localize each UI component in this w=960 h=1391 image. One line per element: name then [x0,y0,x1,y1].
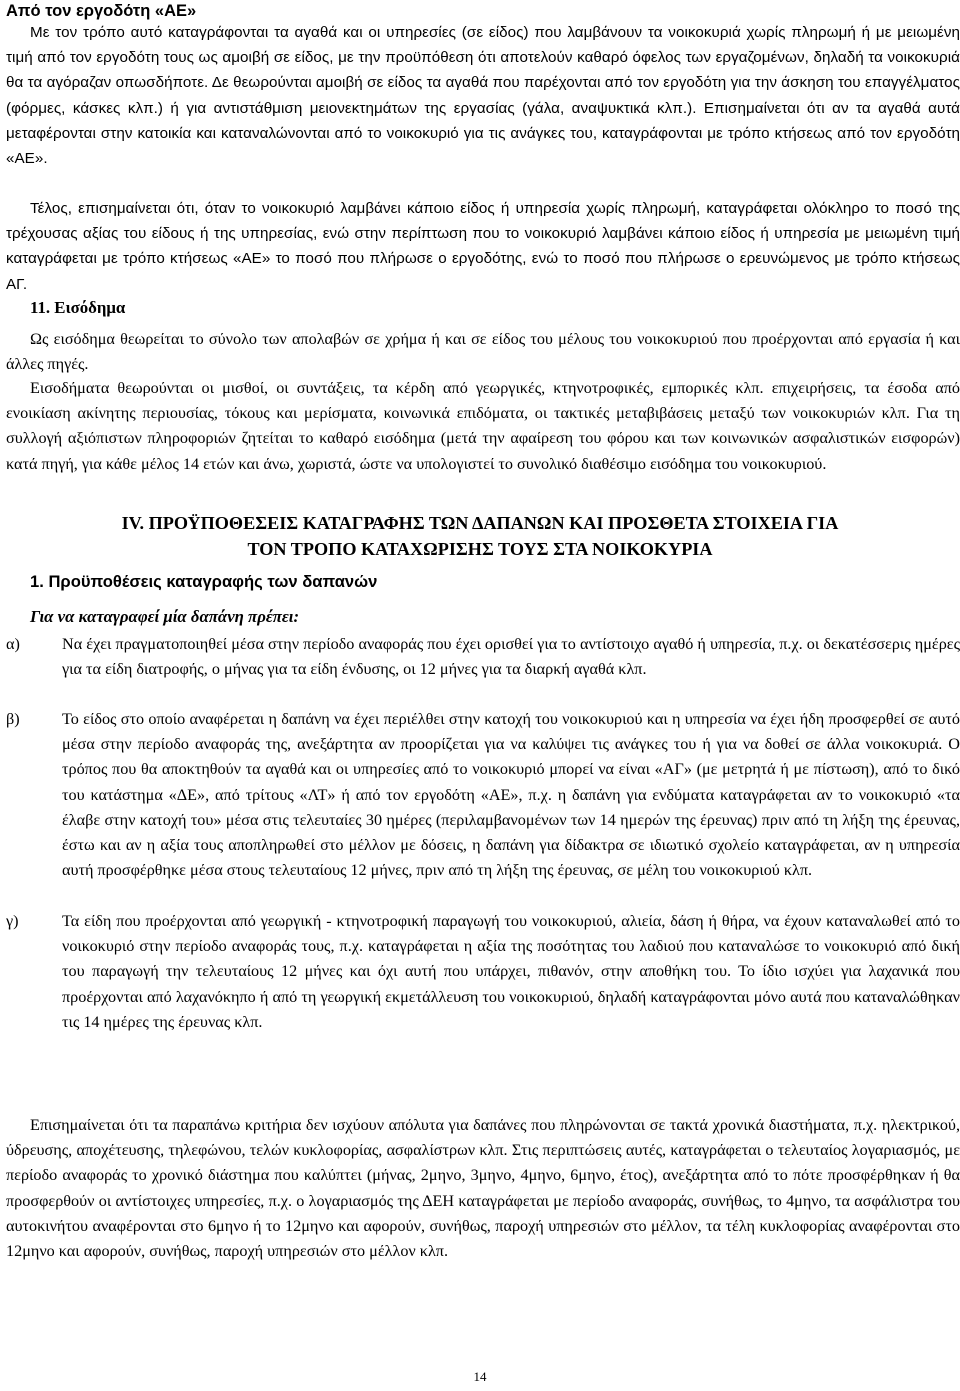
section-heading-income: 11. Εισόδημα [30,298,126,317]
paragraph-employer-valuation: Τέλος, επισημαίνεται ότι, όταν το νοικοκυριό λαμβάνει κάποιο είδος ή υπηρεσία χωρίς πληρωμή, καταγράφεται ολόκληρο το ποσό της τρέχουσας αξίας του είδους ή της υπηρεσίας, ενώ στην περίπτωση που το νοικοκυριό λαμβάνει κάποιο είδος ή υπηρεσία με μειωμένη τιμή καταγράφεται με τρόπο κτήσεως «ΑΕ» το ποσό που πλήρωσε ο εργοδότης, ενώ το ποσό που πλήρωσε ο ερευνώμενος με τρόπο κτήσεως ΑΓ. [6,200,960,293]
paragraph-periodic-expenses: Επισημαίνεται ότι τα παραπάνω κριτήρια δεν ισχύουν απόλυτα για δαπάνες που πληρώνονται σε τακτά χρονικά διαστήματα, π.χ. ηλεκτρικού, ύδρευσης, αποχέτευσης, τηλεφώνου, τελών κυκλοφορίας, ασφαλίστρων κλπ. Στις περιπτώσεις αυτές, καταγράφεται ο τελευταίος λογαριασμός, με περίοδο αναφοράς το χρονικό διάστημα που καλύπτει (μήνας, 2μηνο, 3μηνο, 4μηνο, 6μηνο, έτος), ανεξάρτητα από το πότε προσφέρθηκαν ή θα προσφερθούν οι αντίστοιχες υπηρεσίες, π.χ. ο λογαριασμός της ΔΕΗ καταγράφεται με περίοδο αναφοράς, συνήθως, το 4μηνο, τα ασφάλιστρα του αυτοκινήτου αναφέρονται στο 6μηνο ή το 12μηνο και αφορούν, συνήθως, παροχή υπηρεσιών στο μέλλον, τα τέλη κυκλοφορίας αναφέρονται στο 12μηνο και αφορούν, συνήθως, παροχή υπηρεσιών στο μέλλον κλπ. [6,1116,960,1261]
list-marker: β) [6,710,20,728]
paragraph-income-sources: Εισοδήματα θεωρούνται οι μισθοί, οι συντάξεις, τα κέρδη από γεωργικές, κτηνοτροφικές, εμπορικές κλπ. επιχειρήσεις, τα έσοδα από ενοικίαση ακίνητης περιουσίας, τόκους και μερίσματα, κοινωνικά επιδόματα, οι τακτικές μεταβιβάσεις μεταξύ των νοικοκυριών κλπ. Για τη συλλογή αξιόπιστων πληροφοριών ζητείται το καθαρό εισόδημα (μετά την αφαίρεση του φόρου και των κοινωνικών ασφαλιστικών εισφορών) κατά πηγή, για κάθε μέλος 14 ετών και άνω, χωριστά, ώστε να υπολογιστεί το συνολικό διαθέσιμο εισόδημα του νοικοκυριού. [6,379,960,473]
paragraph-income-definition: Ως εισόδημα θεωρείται το σύνολο των απολαβών σε χρήμα ή και σε είδος του μέλους του νοικοκυριού που προέρχονται από εργασία ή και άλλες πηγές. [6,330,960,374]
subsection-heading-conditions: 1. Προϋποθέσεις καταγραφής των δαπανών [30,572,378,591]
conditions-intro: Για να καταγραφεί μία δαπάνη πρέπει: [30,607,300,626]
condition-text: Τα είδη που προέρχονται από γεωργική - κτηνοτροφική παραγωγή του νοικοκυριού, αλιεία, δάση ή θήρα, να έχουν καταναλωθεί από το νοικοκυριό στην περίοδο αναφοράς τους, π.χ. καταγράφεται η αξία της ποσότητας του λαδιού που καταναλώσε το νοικοκυριό από δική του παραγωγή την τελευταίους 12 μήνες και όχι αυτή που υπάρχει, πιθανόν, στην αποθήκη του. Το ίδιο ισχύει για λαχανικά που προέρχονται από λαχανόκηπο ή από τη γεωργική εκμετάλλευση του νοικοκυριού, δηλαδή καταγράφονται μόνο αυτά που καταναλώθηκαν τις 14 ημέρες της έρευνας κλπ. [62,912,960,1031]
page-number: 14 [473,1369,487,1384]
paragraph-employer-benefits: Με τον τρόπο αυτό καταγράφονται τα αγαθά και οι υπηρεσίες (σε είδος) που λαμβάνουν τα νοικοκυριά χωρίς πληρωμή ή με μειωμένη τιμή από τον εργοδότη τους ως αμοιβή σε είδος, με την προϋπόθεση ότι αποτελούν καθαρό όφελος των εργαζομένων, δηλαδή τα νοικοκυριά θα τα αγόραζαν οπωσδήποτε. Δε θεωρούνται αμοιβή σε είδος τα αγαθά που παρέχονται από τον εργοδότη για την άσκηση του επαγγέλματος (φόρμες, κάσκες κλπ.) ή για αντιστάθμιση μειονεκτημάτων της εργασίας (γάλα, αναψυκτικά κλπ.). Επισημαίνεται ότι αν τα αγαθά αυτά μεταφέρονται στην κατοικία και καταναλώνονται από το νοικοκυριό για τις ανάγκες του, καταγράφονται με τρόπο κτήσεως από τον εργοδότη «ΑΕ». [6,24,960,168]
list-marker: α) [6,635,20,653]
chapter-title-line-2: ΤΟΝ ΤΡΟΠΟ ΚΑΤΑΧΩΡΙΣΗΣ ΤΟΥΣ ΣΤΑ ΝΟΙΚΟΚΥΡΙΑ [247,539,713,559]
chapter-title-line-1: IV. ΠΡΟΫΠΟΘΕΣΕΙΣ ΚΑΤΑΓΡΑΦΗΣ ΤΩΝ ΔΑΠΑΝΩΝ ΚΑΙ ΠΡΟΣΘΕΤΑ ΣΤΟΙΧΕΙΑ ΓΙΑ [121,513,839,533]
condition-text: Το είδος στο οποίο αναφέρεται η δαπάνη να έχει περιέλθει στην κατοχή του νοικοκυριού και η υπηρεσία να έχει ήδη προσφερθεί σε αυτό μέσα στην περίοδο αναφοράς της, ανεξάρτητα αν προορίζεται για να καλύψει τις ανάγκες του ή για να δοθεί σε άλλα νοικοκυριά. Ο τρόπος που θα αποκτηθούν τα αγαθά και οι υπηρεσίες από το νοικοκυριό μπορεί να είναι «ΑΓ» (με μετρητά ή με πίστωση), από το δικό του κατάστημα «ΔΕ», από τρίτους «ΛΤ» ή από τον εργοδότη «ΑΕ», π.χ. η δαπάνη για ενδύματα καταγράφεται αν το νοικοκυριό «τα έλαβε στην κατοχή του» μέσα στις τελευταίες 30 ημέρες (περιλαμβανομένων των 14 ημερών της έρευνας) πριν από τη λήξη της έρευνας, έστω και αν η αξία τους αποπληρωθεί στο μέλλον με δόσεις, η δαπάνη για δίδακτρα σε ιδιωτικό σχολείο καταγράφεται, αν η υπηρεσία αυτή προσφέρθηκε μέσα στους τελευταίους 12 μήνες, πριν από τη λήξη της έρευνας, σε μέλη του νοικοκυριού κλπ. [62,710,960,880]
list-marker: γ) [6,912,19,930]
condition-text: Να έχει πραγματοποιηθεί μέσα στην περίοδο αναφοράς που έχει ορισθεί για το αντίστοιχο αγαθό ή υπηρεσία, π.χ. οι δεκατέσσερις ημέρες για τα είδη διατροφής, ο μήνας για τα είδη ένδυσης, οι 12 μήνες για τα διαρκή αγαθά κλπ. [62,635,960,679]
section-heading-employer: Από τον εργοδότη «ΑΕ» [6,2,197,20]
